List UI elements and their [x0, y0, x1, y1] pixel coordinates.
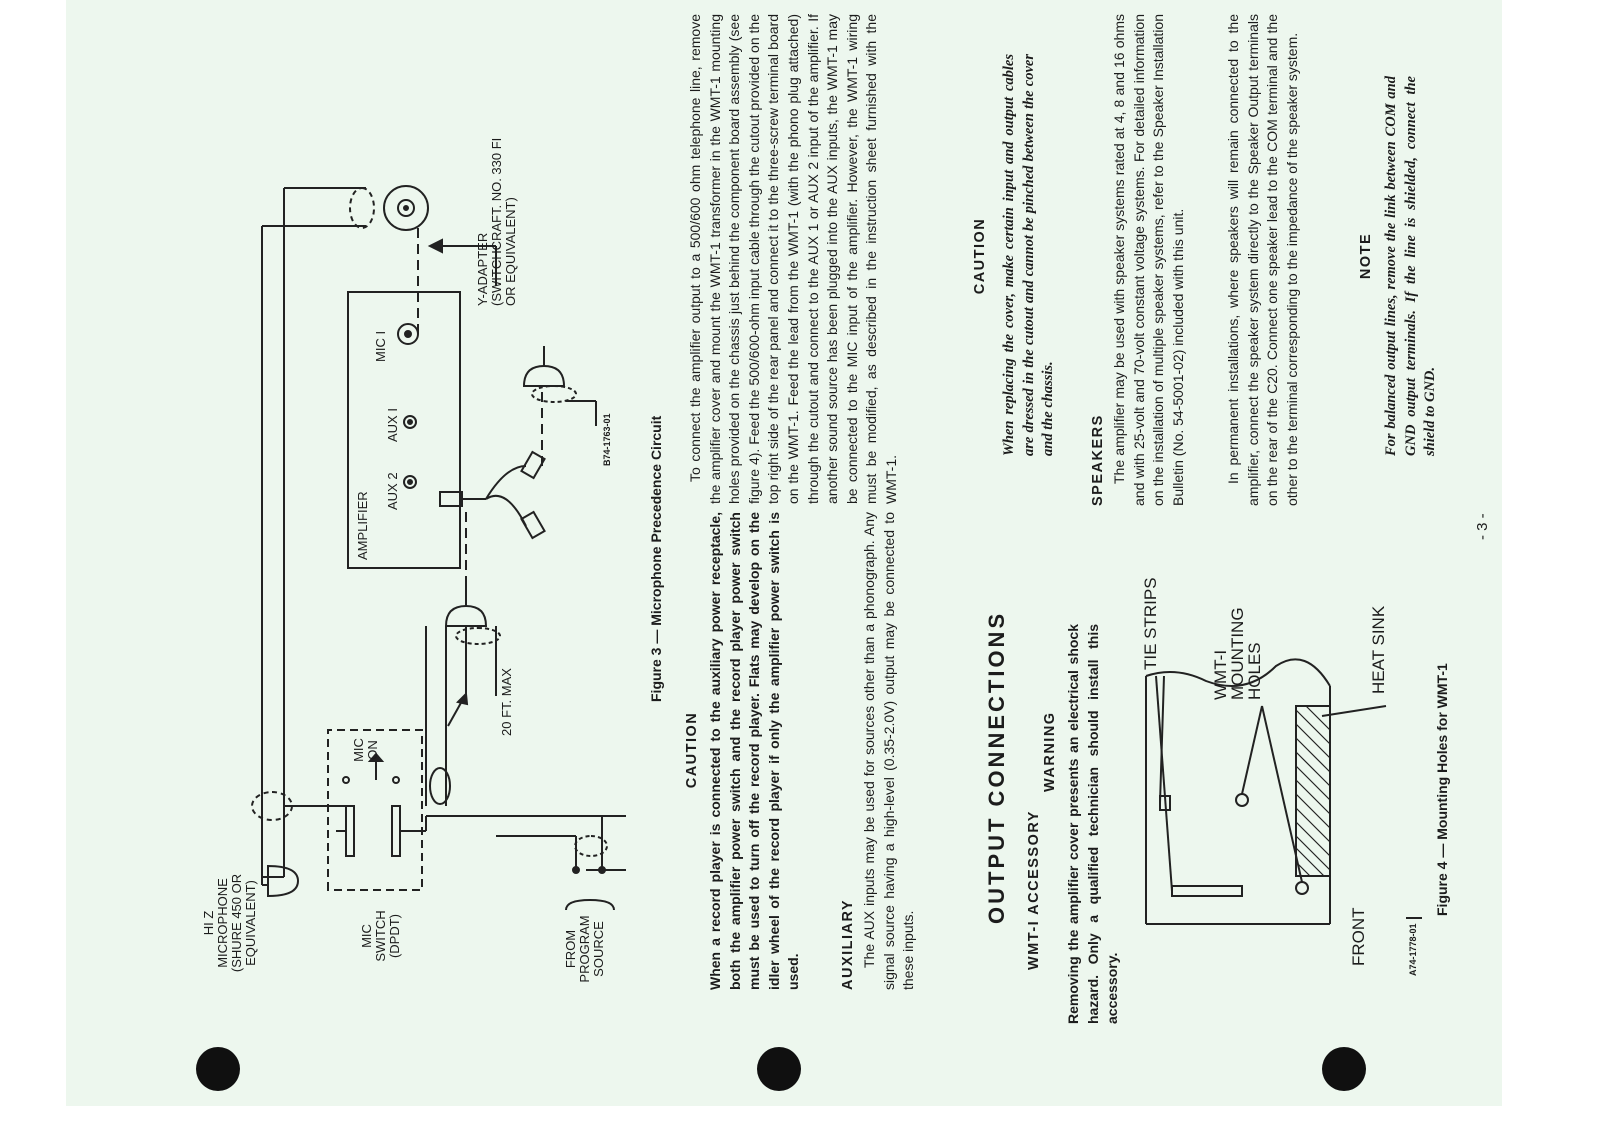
figure-4-caption: Figure 4 — Mounting Holes for WMT-1 [1434, 663, 1450, 916]
aux1-label: AUX I [385, 408, 400, 442]
auxiliary-text: The AUX inputs may be used for sources other than a phonograph. Any signal source having a high-level (0.35-2.0V) output may be connected to these inputs. [861, 512, 917, 990]
auxiliary-heading: AUXILIARY [840, 898, 856, 990]
wmt-accessory-heading: WMT-I ACCESSORY [1026, 810, 1042, 970]
figure-3-drawing-number: B74-1763-01 [602, 413, 612, 466]
wmt-holes-label: WMT-I MOUNTING HOLES [1211, 607, 1264, 700]
y-adapter-label: Y-ADAPTER (SWITCHCRAFT. NO. 330 FI OR EQUIVALENT) [475, 137, 518, 306]
mic-on-label: MIC ON [351, 738, 380, 762]
figure-3-caption: Figure 3 — Microphone Precedence Circuit [648, 415, 664, 702]
warning-text: Removing the amplifier cover presents an electrical shock hazard. Only a qualified technician should install this accessory. [1065, 624, 1121, 1024]
wmt-install-text: To connect the amplifier output to a 500/600 ohm telephone line, remove the amplifier cover and mount the WMT-1 transformer in the WMT-1 mounting holes provided on the chassis just behind the component board assembly (see figure 4). Feed the 500/600-ohm input cable through the cutout provided on the top right side of the rear panel and connect it to the three-screw terminal board on the WMT-1. Feed the lead from the WMT-1 (with the phono plug attached) through the cutout and connect to the AUX 1 or AUX 2 input of the amplifier. If another sound source has been plugged into the AUX inputs, the WMT-1 may be connected to the MIC input of the amplifier. However, the WMT-1 wiring must be modified, as described in the instruction sheet furnished with the WMT-1. [687, 14, 899, 504]
amplifier-label: AMPLIFIER [355, 491, 370, 560]
heat-sink-label: HEAT SINK [1369, 605, 1388, 694]
output-connections-heading: OUTPUT CONNECTIONS [984, 610, 1009, 924]
caution-heading: CAUTION [684, 711, 700, 789]
mic-switch-label: MIC SWITCH (DPDT) [359, 910, 402, 962]
note-heading: NOTE [1358, 232, 1374, 280]
speakers-text-2: In permanent installations, where speakers will remain connected to the amplifier, connect the speaker system directly to the Speaker Output terminals on the rear of the C20. Connect one speaker lead to the COM terminal and the other to the terminal corresponding to the impedance of the speaker system. [1225, 14, 1300, 506]
cable-length-label: 20 FT. MAX [499, 668, 514, 736]
figure-4-drawing-number: A74-1778-01 [1408, 923, 1418, 976]
caution-cover-text: When replacing the cover, make certain input and output cables are dressed in the cutout and cannot be pinched between the cover and the chassis. [1001, 54, 1057, 456]
microphone-label: HI Z MICROPHONE (SHURE 450 OR EQUIVALENT) [201, 873, 258, 973]
rotated-page [66, 0, 1502, 1106]
caution-cover-heading: CAUTION [972, 217, 988, 295]
speakers-text-1: The amplifier may be used with speaker systems rated at 4, 8 and 16 ohms and with 25-volt and 70-volt constant voltage systems. For detailed information on the installation of multiple speaker systems, refer to the Speaker Installation Bulletin (No. 54-5001-02) included with this unit. [1111, 14, 1186, 506]
caution-text: When a record player is connected to the auxiliary power receptacle, both the amplifier power switch and the record player power switch must be used to turn off the record player. Flats may develop on the idler wheel of the record player if only the amplifier power switch is used. [707, 512, 802, 990]
tie-strips-label: TIE STRIPS [1141, 577, 1160, 670]
mic1-label: MIC I [373, 330, 388, 362]
page-number: - 3 - [1474, 513, 1491, 540]
program-source-label: FROM PROGRAM SOURCE [563, 915, 606, 983]
front-label: FRONT [1349, 907, 1368, 966]
aux2-label: AUX 2 [385, 472, 400, 510]
speakers-heading: SPEAKERS [1090, 414, 1106, 506]
note-text: For balanced output lines, remove the link between COM and GND output terminals. If the line is shielded, connect the shield to GND. [1383, 76, 1439, 456]
warning-heading: WARNING [1042, 711, 1058, 792]
